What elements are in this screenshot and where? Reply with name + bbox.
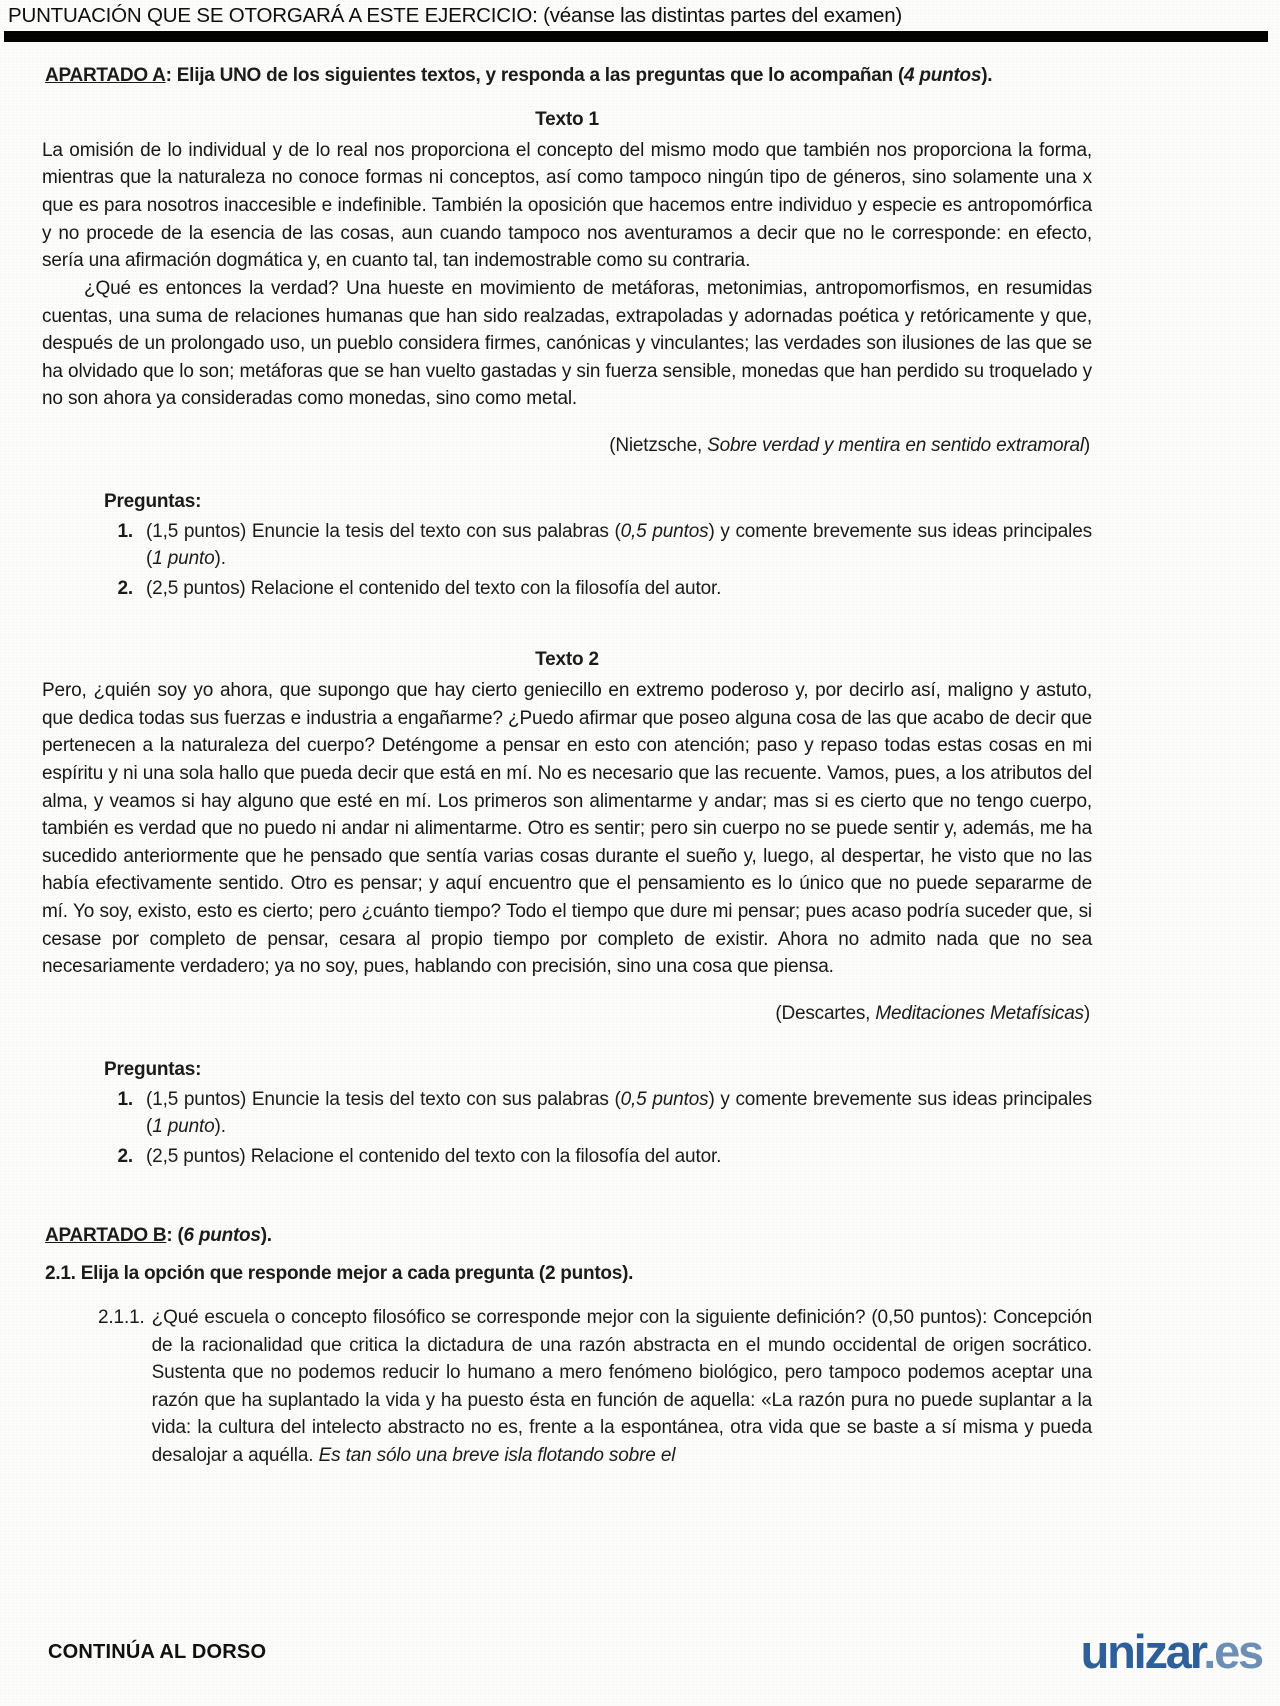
texto-2-citation-author: (Descartes, [775,1003,876,1025]
apartado-a-points: 4 puntos [904,65,982,86]
texto-2-title: Texto 2 [535,649,599,670]
question-part-c: ) y comente brevemente sus ideas principales ( [146,521,1092,570]
question-number: 1. [117,1089,133,1111]
question-part-e: ). [214,548,226,570]
texto-1-preguntas [42,491,1092,603]
question-text [146,519,1092,573]
texto-2-question-1 [104,1087,1092,1141]
question-part-c: ) y comente brevemente sus ideas principales ( [146,1089,1092,1138]
unizar-logo [1080,1625,1262,1678]
question-part-a: (1,5 puntos) Enuncie la tesis del texto con sus palabras ( [146,521,621,543]
texto-2-preguntas [42,1059,1092,1171]
texto-1-citation-work: Sobre verdad y mentira en sentido extramoral [707,435,1084,457]
texto-1-citation-author: (Nietzsche, [609,435,708,457]
apartado-b-head-rest: : ( [166,1224,184,1246]
apartado-a-heading [45,64,1092,89]
texto-2-citation-close: ) [1083,1003,1090,1025]
question-definition-italic-tail: Es tan sólo una breve isla flotando sobre el [318,1444,676,1466]
question-part-a: (1,5 puntos) Enuncie la tesis del texto con sus palabras ( [146,1089,621,1111]
texto-1-question-1 [104,519,1092,573]
texto-1-paragraph-1: La omisión de lo individual y de lo real nos proporciona el concepto del mismo modo que también nos proporciona la forma, mientras que la naturaleza no conoce formas ni conceptos, así como tampoco ningún tipo de géneros, sino solamente una x que es para nosotros inaccesible e indefinible. También la oposición que hacemos entre individuo y especie es antropomórfica y no procede de la esencia de las cosas, aun cuando tampoco nos aventuramos a decir que no le corresponde: en efecto, sería una afirmación dogmática y, en cuanto tal, tan indemostrable como su contraria. [42,139,1092,272]
question-number: 2.1.1. [98,1306,145,1328]
texto-1-paragraph-2: ¿Qué es entonces la verdad? Una hueste en movimiento de metáforas, metonimias, antropomorfismos, en resumidas cuentas, una suma de relaciones humanas que han sido realzadas, extrapoladas y adornadas poética y retóricamente y que, después de un prolongado uso, un pueblo considera firmes, canónicas y vinculantes; las verdades son ilusiones de las que se ha olvidado que lo son; metáforas que se han vuelto gastadas y sin fuerza sensible, monedas que han perdido su troquelado y no son ahora ya consideradas como monedas, sino como metal. [42,277,1092,410]
unizar-logo-dot: . [1203,1625,1215,1678]
question-text: (2,5 puntos) Relacione el contenido del texto con la filosofía del autor. [146,1145,722,1167]
texto-1-citation [42,435,1092,457]
texto-2-citation [42,1003,1092,1025]
exam-content [42,56,1092,1469]
texto-2-citation-work: Meditaciones Metafísicas [875,1003,1084,1025]
apartado-b-subsection: 2.1. Elija la opción que responde mejor a cada pregunta (2 puntos). [45,1262,634,1284]
texto-1-preguntas-label: Preguntas: [104,491,202,513]
apartado-b-label: APARTADO B [45,1224,167,1246]
apartado-a-intro-tail: ). [981,65,993,86]
apartado-b-points: 6 puntos [183,1224,261,1246]
apartado-a-label: APARTADO A [45,65,166,86]
texto-2-question-2 [104,1144,1092,1171]
question-definition: Concepción de la racionalidad que critica la dictadura de una razón abstracta en el mundo occidental de origen socrático. Sustenta que no podemos reducir lo humano a mero fenómeno biológico, pero tampoco podemos aceptar una razón que ha suplantado la vida y ha puesto ésta en función de aquella: «La razón pura no puede suplantar a la vida: la cultura del intelecto abstracto no es, frente a la espontánea, otra vida que se baste a sí misma y pueda desalojar a aquélla. [151,1306,1092,1466]
question-text [146,1087,1092,1141]
question-text: (2,5 puntos) Relacione el contenido del texto con la filosofía del autor. [146,578,722,600]
texto-1-question-2 [104,576,1092,603]
apartado-b-head-tail: ). [260,1224,272,1246]
texto-1-citation-close: ) [1083,435,1090,457]
question-part-b: 0,5 puntos [620,521,709,543]
texto-2-preguntas-label: Preguntas: [104,1059,202,1081]
unizar-logo-wordmark: unizar [1080,1625,1204,1678]
unizar-logo-tld: es [1214,1625,1262,1678]
question-part-b: 0,5 puntos [620,1089,709,1111]
texto-2-question-list [104,1087,1092,1171]
texto-2-paragraph-1: Pero, ¿quién soy yo ahora, que supongo que hay cierto geniecillo en extremo poderoso y, por decirlo así, maligno y astuto, que dedica todas sus fuerzas e industria a engañarme? ¿Puedo afirmar que poseo alguna cosa de las que acabo de decir que pertenecen a la naturaleza del cuerpo? Deténgome a pensar en esto con atención; paso y repaso todas estas cosas en mi espíritu y ni una sola hallo que pueda decir que está en mí. No es necesario que las recuente. Vamos, pues, a los atributos del alma, y veamos si hay alguno que esté en mí. Los primeros son alimentarme y andar; mas si es cierto que no tengo cuerpo, también es verdad que no puedo ni andar ni alimentarme. Otro es sentir; pero sin cuerpo no se puede sentir y, además, me ha sucedido anteriormente que he pensado que sentía varias cosas durante el sueño y, luego, al despertar, he visto que no las había efectivamente sentido. Otro es pensar; y aquí encuentro que el pensamiento es lo único que no puede separarme de mí. Yo soy, existo, esto es cierto; pero ¿cuánto tiempo? Todo el tiempo que dure mi pensar; pues acaso podría suceder que, si cesase por completo de pensar, cesara al propio tiempo por completo de existir. Ahora no admito nada que no sea necesariamente verdadero; ya no soy, pues, hablando con precisión, sino una cosa que piensa. [42,680,1092,978]
question-part-d: 1 punto [152,548,215,570]
texto-1-title: Texto 1 [535,108,599,130]
question-number: 1. [117,521,133,543]
question-number: 2. [117,578,133,600]
texto-1-question-list [104,519,1092,603]
continua-al-dorso-note: CONTINÚA AL DORSO [48,1641,267,1663]
header-rule [4,31,1268,42]
apartado-b-section [42,1225,1092,1469]
question-number: 2. [117,1145,133,1167]
exam-scoring-header: PUNTUACIÓN QUE SE OTORGARÁ A ESTE EJERCICIO: (véanse las distintas partes del examen) [8,4,903,27]
question-prompt: ¿Qué escuela o concepto filosófico se corresponde mejor con la siguiente definición? (0,50 puntos): [151,1306,988,1328]
apartado-a-intro: : Elija UNO de los siguientes textos, y responda a las preguntas que lo acompañan ( [165,65,905,86]
question-part-e: ). [214,1116,226,1138]
apartado-b-question-211 [42,1304,1092,1469]
apartado-b-heading [45,1225,1092,1247]
question-part-d: 1 punto [152,1116,215,1138]
question-text [152,1304,1092,1469]
